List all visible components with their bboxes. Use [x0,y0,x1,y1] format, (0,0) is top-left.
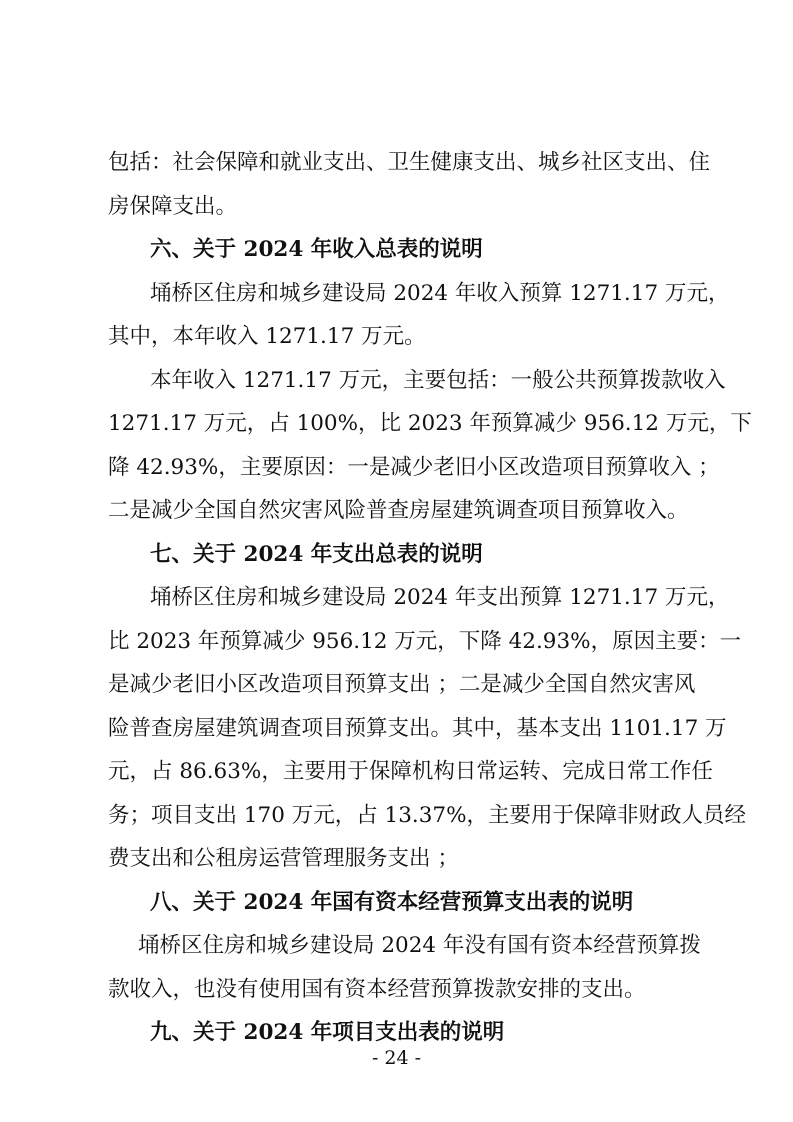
body-line: 房保障支出。 [108,194,238,219]
body-line: 埇桥区住房和城乡建设局 2024 年收入预算 1271.17 万元， [150,281,730,306]
body-line: 1271.17 万元，占 100%，比 2023 年预算减少 956.12 万元，下 [108,411,752,436]
body-line: 险普查房屋建筑调查项目预算支出。其中，基本支出 1101.17 万 [108,716,727,741]
body-line: 是减少老旧小区改造项目预算支出 ；二是减少全国自然灾害风 [108,672,696,697]
body-line: 降 42.93%，主要原因：一是减少老旧小区改造项目预算收入 ； [108,455,720,480]
body-line: 二是减少全国自然灾害风险普查房屋建筑调查项目预算收入。 [108,498,689,523]
section-heading-6: 六、关于 2024 年收入总表的说明 [150,237,483,262]
page-number: - 24 - [371,1047,422,1069]
body-line: 务；项目支出 170 万元，占 13.37%，主要用于保障非财政人员经 [108,803,747,828]
body-line: 埇桥区住房和城乡建设局 2024 年支出预算 1271.17 万元， [150,585,730,610]
body-line: 包括：社会保障和就业支出、卫生健康支出、城乡社区支出、住 [108,150,711,175]
body-line: 款收入，也没有使用国有资本经营预算拨款安排的支出。 [108,977,646,1002]
body-line: 费支出和公租房运营管理服务支出 ； [108,846,459,871]
body-line: 本年收入 1271.17 万元，主要包括：一般公共预算拨款收入 [150,368,726,393]
section-heading-7: 七、关于 2024 年支出总表的说明 [150,542,483,567]
body-line: 埇桥区住房和城乡建设局 2024 年没有国有资本经营预算拨 [138,933,701,958]
body-line: 比 2023 年预算减少 956.12 万元，下降 42.93%，原因主要：一 [108,629,742,654]
section-heading-9: 九、关于 2024 年项目支出表的说明 [150,1020,505,1045]
body-line: 元，占 86.63%，主要用于保障机构日常运转、完成日常工作任 [108,759,713,784]
section-heading-8: 八、关于 2024 年国有资本经营预算支出表的说明 [150,890,634,915]
body-line: 其中，本年收入 1271.17 万元。 [108,324,426,349]
